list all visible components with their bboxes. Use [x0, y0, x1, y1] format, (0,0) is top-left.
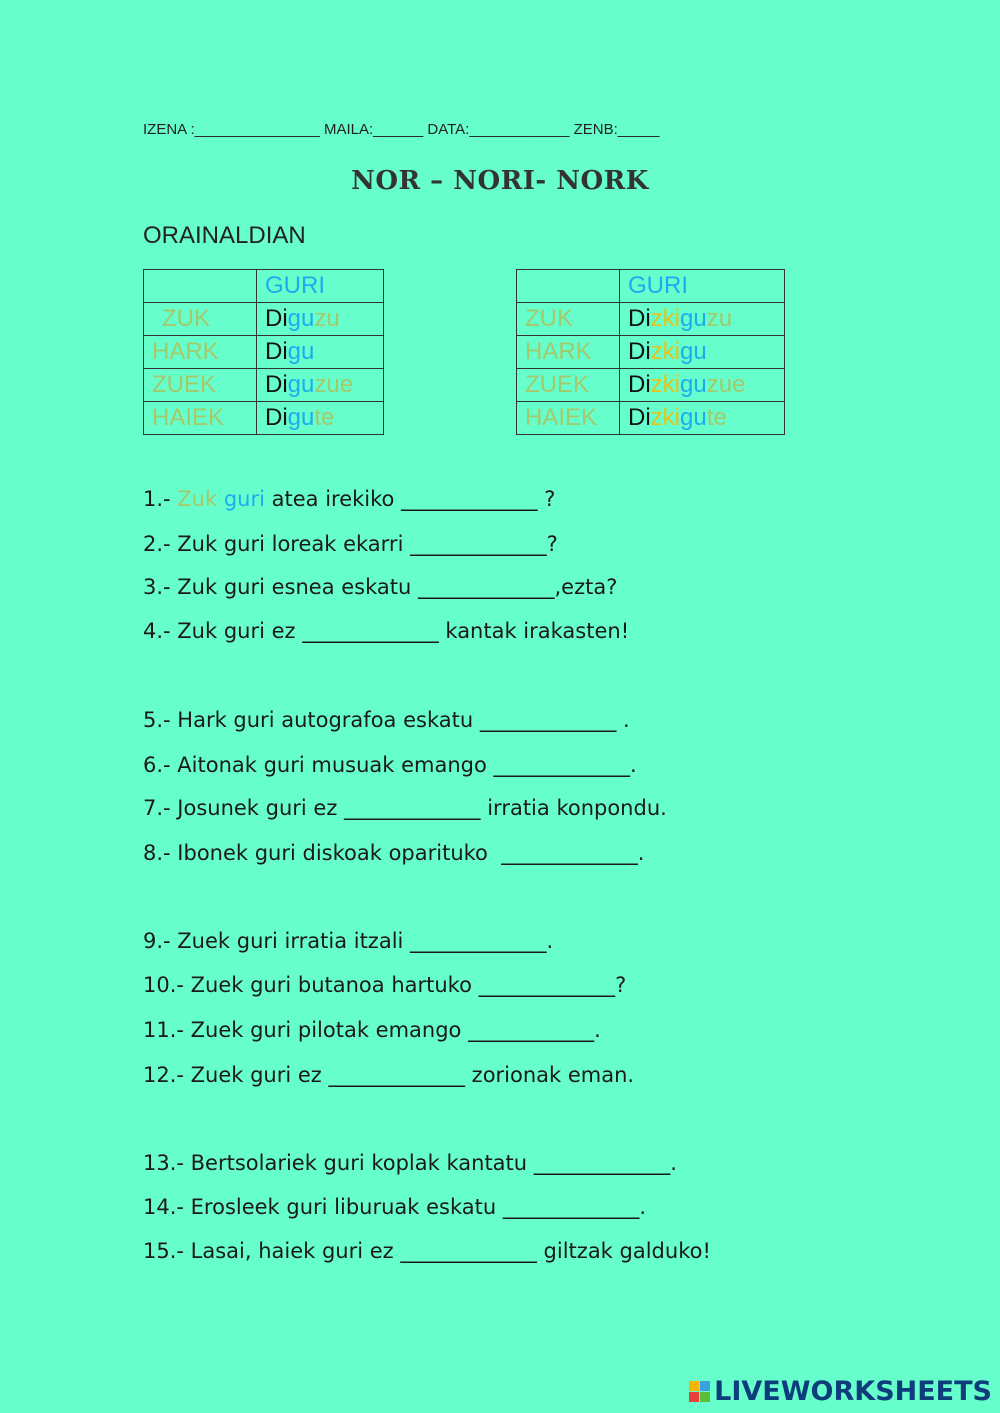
exercise-3: 3.- Zuk guri esnea eskatu _____________,ezta? — [143, 575, 618, 599]
verb-part: gu — [680, 404, 707, 431]
pronoun-cell: ZUEK — [517, 369, 620, 402]
table-row — [144, 402, 384, 435]
verb-part: zue — [706, 371, 746, 398]
verb-part: gu — [287, 371, 315, 398]
verb-part: gu — [287, 404, 315, 431]
verb-part: gu — [287, 338, 315, 365]
verb-part: zu — [314, 305, 340, 332]
verb-form-cell — [257, 369, 384, 402]
pronoun-cell: HARK — [517, 336, 620, 369]
table-row — [144, 369, 384, 402]
verb-part: zki — [650, 338, 681, 365]
verb-form-cell — [257, 303, 384, 336]
verb-part: gu — [680, 338, 707, 365]
verb-part: zki — [650, 371, 681, 398]
section-heading: ORAINALDIAN — [143, 222, 306, 249]
verb-form-cell — [620, 336, 785, 369]
table-row — [517, 303, 785, 336]
table-header-guri: GURI — [620, 270, 785, 303]
exercise-1 — [143, 487, 555, 511]
exercise-4: 4.- Zuk guri ez _____________ kantak irakasten! — [143, 619, 630, 643]
highlight-guri: guri — [223, 487, 265, 511]
exercise-10: 10.- Zuek guri butanoa hartuko _____________? — [143, 973, 627, 997]
table-row — [144, 303, 384, 336]
pronoun-cell: ZUEK — [144, 369, 257, 402]
liveworksheets-logo-icon — [689, 1381, 710, 1402]
verb-part: gu — [680, 371, 707, 398]
conjugation-table-dizkiguzu — [516, 269, 785, 435]
table-header-guri: GURI — [257, 270, 384, 303]
verb-part: zu — [706, 305, 733, 332]
verb-part: Di — [628, 371, 651, 398]
verb-form-cell — [257, 336, 384, 369]
verb-part: Di — [628, 404, 651, 431]
table-corner-cell — [144, 270, 257, 303]
student-info-line: IZENA :_______________ MAILA:______ DATA:____________ ZENB:_____ — [143, 121, 660, 138]
exercise-7: 7.- Josunek guri ez _____________ irratia konpondu. — [143, 796, 667, 820]
table-row — [517, 336, 785, 369]
pronoun-cell: HARK — [144, 336, 257, 369]
verb-form-cell — [257, 402, 384, 435]
verb-part: te — [706, 404, 727, 431]
table-corner-cell — [517, 270, 620, 303]
table-row — [517, 369, 785, 402]
verb-part: gu — [680, 305, 707, 332]
verb-part: Di — [628, 305, 651, 332]
conjugation-table-diguzu — [143, 269, 384, 435]
table-row — [517, 402, 785, 435]
verb-part: Di — [265, 305, 288, 332]
exercise-8: 8.- Ibonek guri diskoak oparituko _____________. — [143, 841, 645, 865]
verb-form-cell — [620, 369, 785, 402]
exercise-12: 12.- Zuek guri ez _____________ zorionak eman. — [143, 1063, 635, 1087]
verb-part: Di — [265, 404, 288, 431]
verb-part: zki — [650, 404, 681, 431]
logo-text: LIVEWORKSHEETS — [714, 1376, 992, 1407]
highlight-zuk: Zuk — [177, 487, 218, 511]
pronoun-cell: ZUK — [517, 303, 620, 336]
verb-part: te — [314, 404, 335, 431]
exercise-2: 2.- Zuk guri loreak ekarri _____________? — [143, 532, 558, 556]
exercise-11: 11.- Zuek guri pilotak emango ____________. — [143, 1018, 601, 1042]
exercise-number: 1.- — [143, 487, 178, 511]
verb-part: Di — [265, 338, 288, 365]
pronoun-cell: HAIEK — [517, 402, 620, 435]
exercise-6: 6.- Aitonak guri musuak emango _____________. — [143, 753, 637, 777]
exercise-14: 14.- Erosleek guri liburuak eskatu _____________. — [143, 1195, 647, 1219]
verb-form-cell — [620, 303, 785, 336]
pronoun-cell: HAIEK — [144, 402, 257, 435]
exercise-15: 15.- Lasai, haiek guri ez _____________ giltzak galduko! — [143, 1239, 711, 1263]
verb-part: Di — [265, 371, 288, 398]
table-row — [144, 336, 384, 369]
exercise-13: 13.- Bertsolariek guri koplak kantatu _____________. — [143, 1151, 677, 1175]
verb-part: Di — [628, 338, 651, 365]
verb-form-cell — [620, 402, 785, 435]
pronoun-cell: ZUK — [144, 303, 257, 336]
verb-part: gu — [287, 305, 315, 332]
verb-part: zki — [650, 305, 681, 332]
worksheet-title: NOR – NORI- NORK — [351, 166, 649, 196]
exercise-9: 9.- Zuek guri irratia itzali _____________. — [143, 929, 554, 953]
exercise-5: 5.- Hark guri autografoa eskatu _____________ . — [143, 708, 630, 732]
verb-part: zue — [314, 371, 354, 398]
liveworksheets-logo — [689, 1376, 992, 1407]
exercise-text: atea irekiko _____________ ? — [264, 487, 556, 511]
